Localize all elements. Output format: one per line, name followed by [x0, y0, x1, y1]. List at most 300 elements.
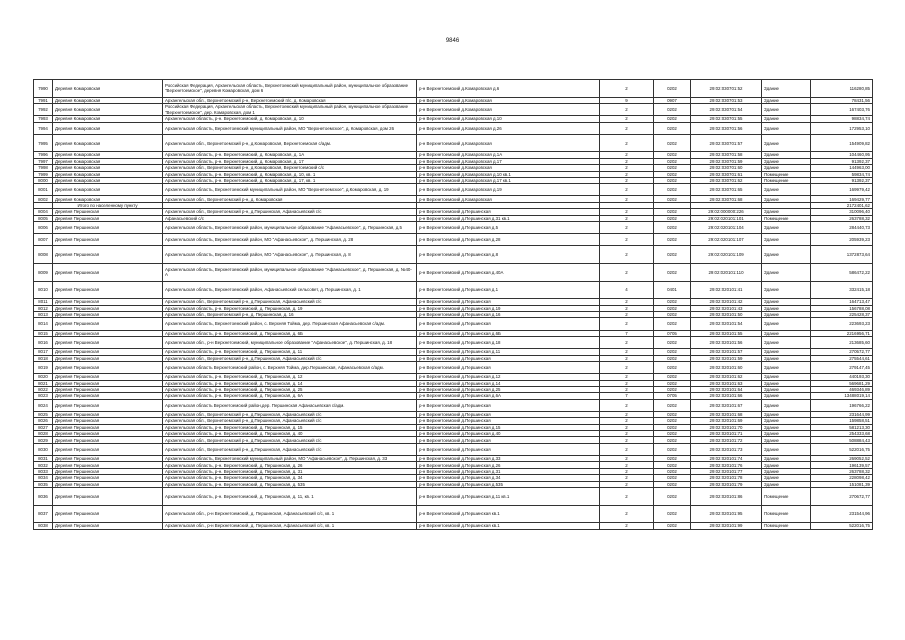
object-type-cell: Здание — [762, 311, 811, 317]
table-row — [34, 122, 873, 134]
object-code-cell: 0202 — [654, 411, 691, 417]
object-address-cell: Архангельская область, р-н. Верхнетоемский, д. Першинская, д. 6Б — [163, 330, 417, 336]
object-id-cell: 7998 — [34, 165, 53, 171]
object-count-cell: 2 — [600, 165, 654, 171]
object-count-cell: 2 — [600, 234, 654, 246]
table-row — [34, 184, 873, 196]
settlement-name-cell: Итого по населенному пункту — [53, 202, 163, 208]
object-code-cell: 0202 — [654, 196, 691, 202]
object-type-cell: Здание — [762, 437, 811, 443]
object-code-cell: 0202 — [654, 246, 691, 264]
object-address-cell: Архангельская область, р-н. Верхнетоемский, д. Першинская, д. 6А — [163, 393, 417, 399]
object-id-cell: 8035 — [34, 481, 53, 487]
cadastral-number-cell: 29:02:030701:57 — [691, 134, 762, 152]
settlement-name-cell: Деревня Першинская — [53, 481, 163, 487]
cadastral-value-cell: 91392,37 — [811, 158, 873, 164]
object-count-cell: 2 — [600, 299, 654, 305]
object-location-cell: р-н Верхнетоемский д.Першинская — [417, 411, 600, 417]
object-address-cell: Архангельская область, р-н. Верхнетоемский, д. Першинская, д. 31 — [163, 468, 417, 474]
object-count-cell: 2 — [600, 386, 654, 392]
object-code-cell: 0202 — [654, 171, 691, 177]
settlement-name-cell: Деревня Першинская — [53, 505, 163, 523]
object-code-cell: 0202 — [654, 222, 691, 234]
cadastral-value-cell: 2216956,71 — [811, 330, 873, 336]
object-code-cell: 0202 — [654, 386, 691, 392]
object-address-cell: Архангельская обл., Верхнетоемский р-н, д.Комаровская, Верхнетоемская с/адм. — [163, 134, 417, 152]
settlement-name-cell: Деревня Першинская — [53, 361, 163, 373]
object-type-cell: Здание — [762, 418, 811, 424]
object-count-cell: 2 — [600, 158, 654, 164]
object-count-cell: 2 — [600, 116, 654, 122]
object-type-cell: Помещение — [762, 215, 811, 221]
object-location-cell: р-н Верхнетоемский д.Першинская д.16 — [417, 311, 600, 317]
object-type-cell: Здание — [762, 380, 811, 386]
object-address-cell: Архангельская область, р-н. Верхнетоемский, д. Першинская, д. 11, кв. 1 — [163, 487, 417, 505]
object-address-cell: Архангельская область Верхнетоемский район,дер. Першинская Афанасьевская с/адм. — [163, 399, 417, 411]
object-id-cell: 7994 — [34, 122, 53, 134]
object-count-cell: 2 — [600, 437, 654, 443]
object-type-cell: Здание — [762, 393, 811, 399]
object-location-cell: р-н Верхнетоемский д.Першинская д.6А — [417, 393, 600, 399]
cadastral-value-cell: 13488019,14 — [811, 393, 873, 399]
object-type-cell: Здание — [762, 355, 811, 361]
cadastral-number-cell: 29:02:030701:54 — [691, 103, 762, 115]
object-location-cell: р-н Верхнетоемский д.Першинская д.11 кв.1 — [417, 487, 600, 505]
object-count-cell: 2 — [600, 311, 654, 317]
object-address-cell: Российская Федерация, Архангельская область, Верхнетоемский муниципальный район, муниципальное образование "Верхнетоемское", дер. Комаровская, дом 1 — [163, 103, 417, 115]
object-code-cell: 0202 — [654, 311, 691, 317]
object-type-cell: Здание — [762, 80, 811, 98]
object-count-cell: 2 — [600, 184, 654, 196]
object-id-cell: 8038 — [34, 523, 53, 529]
object-code-cell: 0202 — [654, 475, 691, 481]
object-id-cell: 8036 — [34, 487, 53, 505]
object-address-cell: Архангельская обл., Верхнетоемский р-н, д. Комаровская — [163, 196, 417, 202]
object-type-cell: Здание — [762, 481, 811, 487]
object-code-cell: 0202 — [654, 399, 691, 411]
object-code-cell: 0202 — [654, 80, 691, 98]
object-id-cell: 8026 — [34, 418, 53, 424]
object-code-cell: 0202 — [654, 184, 691, 196]
cadastral-value-cell: 270672,77 — [811, 487, 873, 505]
object-code-cell: 0202 — [654, 456, 691, 462]
object-location-cell: р-н Верхнетоемский д.Комаровская д.10 кв.1 — [417, 171, 600, 177]
object-id-cell: 7995 — [34, 134, 53, 152]
cadastral-value-cell: 116280,85 — [811, 80, 873, 98]
object-type-cell: Здание — [762, 152, 811, 158]
object-id-cell: 7997 — [34, 158, 53, 164]
object-count-cell: 2 — [600, 152, 654, 158]
settlement-name-cell: Деревня Першинская — [53, 215, 163, 221]
object-code-cell: 0202 — [654, 318, 691, 330]
cadastral-value-cell: 522016,75 — [811, 523, 873, 529]
settlement-name-cell: Деревня Комаровская — [53, 97, 163, 103]
object-type-cell: Помещение — [762, 177, 811, 183]
object-id-cell: 7999 — [34, 171, 53, 177]
object-type-cell: Здание — [762, 361, 811, 373]
object-count-cell: 2 — [600, 361, 654, 373]
object-code-cell: 0202 — [654, 462, 691, 468]
object-id-cell: 7993 — [34, 116, 53, 122]
settlement-name-cell: Деревня Першинская — [53, 264, 163, 282]
object-id-cell: 8033 — [34, 468, 53, 474]
cadastral-value-cell: 172953,10 — [811, 122, 873, 134]
cadastral-number-cell: 29:02:020101:77 — [691, 468, 762, 474]
object-location-cell: р-н Верхнетоемский д.Першинская — [417, 418, 600, 424]
cadastral-value-cell: 263788,32 — [811, 215, 873, 221]
object-code-cell: 0202 — [654, 158, 691, 164]
object-location-cell: р-н Верхнетоемский д.Комаровская — [417, 196, 600, 202]
object-code-cell: 0202 — [654, 424, 691, 430]
object-type-cell: Здание — [762, 468, 811, 474]
settlement-name-cell: Деревня Комаровская — [53, 103, 163, 115]
object-location-cell: р-н Верхнетоемский д.Першинская д.28 — [417, 234, 600, 246]
object-location-cell: р-н Верхнетоемский д.Першинская — [417, 443, 600, 455]
object-type-cell: Здание — [762, 196, 811, 202]
object-code-cell: 0202 — [654, 134, 691, 152]
object-id-cell: 8001 — [34, 184, 53, 196]
cadastral-number-cell: 29:02:020101:110 — [691, 264, 762, 282]
object-address-cell: Архангельская область, Верхнетоемский муниципальный район, МО "Афанасьевское", д. Першинская, д. 33 — [163, 456, 417, 462]
object-address-cell: Архангельская область, р-н. Верхнетоемский, д. Комаровская, д. 17, кв. 1 — [163, 177, 417, 183]
object-id-cell: 8028 — [34, 431, 53, 437]
object-code-cell: 0202 — [654, 299, 691, 305]
cadastral-number-cell: 29:02:020101:55 — [691, 330, 762, 336]
object-code-cell: 0202 — [654, 418, 691, 424]
object-id-cell: 8030 — [34, 443, 53, 455]
settlement-name-cell: Деревня Першинская — [53, 246, 163, 264]
table-row — [34, 281, 873, 299]
cadastral-value-cell: 522016,75 — [811, 443, 873, 455]
object-address-cell: Архангельская область Верхнетоемский район, с. Верхняя Тойма, дер.Першинская, Афанасьевская с/адм. — [163, 361, 417, 373]
table-row — [34, 246, 873, 264]
object-location-cell: р-н Верхнетоемский д.Комаровская — [417, 97, 600, 103]
object-count-cell: 2 — [600, 349, 654, 355]
object-id-cell: 8016 — [34, 336, 53, 348]
object-code-cell: 0202 — [654, 116, 691, 122]
object-code-cell: 0202 — [654, 209, 691, 215]
object-id-cell: 8034 — [34, 475, 53, 481]
cadastral-value-cell: 205939,23 — [811, 234, 873, 246]
object-type-cell: Помещение — [762, 487, 811, 505]
object-address-cell: Архангельская область, р-н. Верхнетоемский, д. Комаровская, д. 10, кв. 1 — [163, 171, 417, 177]
cadastral-value-cell: 2172401,62 — [811, 202, 873, 208]
object-code-cell: 0202 — [654, 349, 691, 355]
table-row — [34, 361, 873, 373]
object-address-cell: Архангельская область, р-н. Верхнетоемский, д. Першинская, д. 25 — [163, 386, 417, 392]
object-address-cell: Архангельская обл., р-н Верхнетоемский, д. Першинская, Афанасьевский с/с, кв. 1 — [163, 505, 417, 523]
table-row — [34, 505, 873, 523]
object-id-cell: 8014 — [34, 318, 53, 330]
table-row — [34, 134, 873, 152]
settlement-name-cell: Деревня Першинская — [53, 399, 163, 411]
object-id-cell: 8000 — [34, 177, 53, 183]
object-location-cell: р-н Верхнетоемский д.Першинская — [417, 437, 600, 443]
object-address-cell: Архангельская область, Верхнетоемский район, с. Верхняя Тойма, дер. Першинская Афанасьевская с/адм. — [163, 318, 417, 330]
cadastral-number-cell: 29:02:020101:72 — [691, 437, 762, 443]
object-type-cell: Здание — [762, 158, 811, 164]
settlement-name-cell: Деревня Комаровская — [53, 152, 163, 158]
object-type-cell: Здание — [762, 281, 811, 299]
object-type-cell: Здание — [762, 165, 811, 171]
object-count-cell: 2 — [600, 374, 654, 380]
object-location-cell: р-н Верхнетоемский д.Першинская д.5 — [417, 222, 600, 234]
cadastral-number-cell: 29:02:020101:74 — [691, 456, 762, 462]
settlement-name-cell: Деревня Комаровская — [53, 184, 163, 196]
cadastral-value-cell: 164713,47 — [811, 299, 873, 305]
cadastral-value-cell: 469346,89 — [811, 386, 873, 392]
settlement-name-cell: Деревня Першинская — [53, 380, 163, 386]
object-count-cell: 2 — [600, 456, 654, 462]
object-type-cell: Здание — [762, 97, 811, 103]
object-id-cell: 7996 — [34, 152, 53, 158]
object-count-cell: 2 — [600, 505, 654, 523]
object-id-cell: 8022 — [34, 386, 53, 392]
object-address-cell: Архангельская обл., Верхнетоемский р-н, д.Комаровская, Верхнетоемский с/с — [163, 165, 417, 171]
object-location-cell: р-н Верхнетоемский д.Першинская д.31 — [417, 468, 600, 474]
settlement-name-cell: Деревня Першинская — [53, 523, 163, 529]
object-location-cell: р-н Верхнетоемский д.Комаровская д.19 — [417, 184, 600, 196]
object-count-cell: 2 — [600, 264, 654, 282]
cadastral-value-cell: 279147,45 — [811, 361, 873, 373]
object-type-cell: Здание — [762, 424, 811, 430]
cadastral-number-cell: 29:02:030701:58 — [691, 152, 762, 158]
table-row — [34, 318, 873, 330]
settlement-name-cell: Деревня Комаровская — [53, 122, 163, 134]
object-count-cell: 2 — [600, 411, 654, 417]
cadastral-number-cell: 29:02:020101:70 — [691, 424, 762, 430]
object-count-cell: 9 — [600, 97, 654, 103]
cadastral-number-cell: 29:02:020101:60 — [691, 361, 762, 373]
object-address-cell: Архангельская область, р-н. Верхнетоемский, д. Першинская, д. 15 — [163, 424, 417, 430]
settlement-name-cell: Деревня Першинская — [53, 456, 163, 462]
object-count-cell: 2 — [600, 171, 654, 177]
object-type-cell: Здание — [762, 318, 811, 330]
cadastral-value-cell: 231544,96 — [811, 505, 873, 523]
cadastral-number-cell: 29:02:020101:63 — [691, 380, 762, 386]
object-location-cell: р-н Верхнетоемский д.Комаровская д.6 — [417, 80, 600, 98]
object-id-cell: 7992 — [34, 103, 53, 115]
object-id-cell: 8004 — [34, 209, 53, 215]
settlement-name-cell: Деревня Комаровская — [53, 177, 163, 183]
object-location-cell: р-н Верхнетоемский д.Першинская — [417, 355, 600, 361]
object-type-cell: Здание — [762, 411, 811, 417]
cadastral-number-cell: 29:02:020101:107 — [691, 234, 762, 246]
object-type-cell: Здание — [762, 184, 811, 196]
object-count-cell: 2 — [600, 103, 654, 115]
cadastral-number-cell: 29:02:020101:59 — [691, 355, 762, 361]
object-address-cell: Архангельская область, Верхнетоемский муниципальный район, МО "Верхнетоемское", д. Комаровская, дом 26 — [163, 122, 417, 134]
settlement-name-cell: Деревня Першинская — [53, 468, 163, 474]
object-count-cell: 2 — [600, 380, 654, 386]
object-id-cell: 7991 — [34, 97, 53, 103]
object-address-cell: Архангельская область, р-н. Верхнетоемский, д. Першинская, д. 11 — [163, 349, 417, 355]
object-count-cell: 2 — [600, 336, 654, 348]
object-code-cell: 0202 — [654, 355, 691, 361]
object-address-cell: Архангельская область, Верхнетоемский район, муниципальное образование "Афанасьевское", д. Першинская, д.5 — [163, 222, 417, 234]
cadastral-value-cell: 104460,95 — [811, 152, 873, 158]
settlement-name-cell: Деревня Комаровская — [53, 196, 163, 202]
object-count-cell: 2 — [600, 222, 654, 234]
object-address-cell: Архангельская область, р-н. Верхнетоемский, д. Першинская, д. 19 — [163, 305, 417, 311]
cadastral-number-cell: 29:02:020101:68 — [691, 411, 762, 417]
object-address-cell: Архангельская обл., р-н Верхнетоемский, д. Першинская, Афанасьевский с/с, кв. 1 — [163, 523, 417, 529]
object-address-cell: Архангельская область, р-н. Верхнетоемский, д. Першинская, д. 26 — [163, 462, 417, 468]
object-location-cell: р-н Верхнетоемский д.Першинская кв.1 — [417, 523, 600, 529]
settlement-name-cell: Деревня Першинская — [53, 299, 163, 305]
object-type-cell: Здание — [762, 336, 811, 348]
object-location-cell: р-н Верхнетоемский д.Першинская д.12 — [417, 374, 600, 380]
object-address-cell: Архангельская область, р-н. Верхнетоемский, д. Комаровская, д. 17 — [163, 158, 417, 164]
object-address-cell: Архангельская область, р-н. Верхнетоемский, д. Першинская, д. 535 — [163, 481, 417, 487]
object-count-cell: 4 — [600, 281, 654, 299]
settlement-name-cell: Деревня Першинская — [53, 411, 163, 417]
cadastral-value-cell: 154909,82 — [811, 134, 873, 152]
table-row — [34, 523, 873, 529]
object-code-cell: 0202 — [654, 431, 691, 437]
object-location-cell: р-н Верхнетоемский д.Першинская д.15 — [417, 424, 600, 430]
cadastral-value-cell: 228098,42 — [811, 475, 873, 481]
object-address-cell: Архангельская обл., Верхнетоемский р-н, д. Першинская, д. 16 — [163, 311, 417, 317]
table-row — [34, 399, 873, 411]
cadastral-number-cell: 29:02:020101:57 — [691, 349, 762, 355]
object-count-cell: 2 — [600, 305, 654, 311]
object-count-cell: 2 — [600, 209, 654, 215]
object-code-cell: 0202 — [654, 305, 691, 311]
cadastral-number-cell: 29:02:020101:79 — [691, 481, 762, 487]
object-address-cell: Архангельская обл., Верхнетоемский р-н, д.Першинская, Афанасьевский с/с — [163, 355, 417, 361]
object-location-cell: р-н Верхнетоемский д.Першинская д.31 кв.1 — [417, 215, 600, 221]
object-count-cell: 2 — [600, 443, 654, 455]
cadastral-number-cell: 29:02:030701:55 — [691, 116, 762, 122]
settlement-name-cell: Деревня Першинская — [53, 311, 163, 317]
table-row — [34, 336, 873, 348]
cadastral-number-cell: 29:02:000000:226 — [691, 209, 762, 215]
cadastral-number-cell: 29:02:030701:56 — [691, 122, 762, 134]
cadastral-number-cell: 29:02:030701:68 — [691, 196, 762, 202]
settlement-name-cell: Деревня Комаровская — [53, 165, 163, 171]
cadastral-number-cell: 29:02:020101:101 — [691, 215, 762, 221]
cadastral-value-cell: 196139,57 — [811, 462, 873, 468]
table-row — [34, 487, 873, 505]
object-code-cell: 0705 — [654, 393, 691, 399]
object-address-cell: Архангельская обл., Верхнетоемский р-н, д.Першинская, Афанасьевский с/с — [163, 443, 417, 455]
cadastral-value-cell: 91392,37 — [811, 177, 873, 183]
object-id-cell: 8015 — [34, 330, 53, 336]
object-location-cell: р-н Верхнетоемский д.Першинская д.8 — [417, 246, 600, 264]
object-code-cell: 0202 — [654, 215, 691, 221]
object-location-cell: р-н Верхнетоемский д.Першинская д.40А — [417, 264, 600, 282]
object-location-cell: р-н Верхнетоемский д.Першинская д.40 — [417, 431, 600, 437]
object-count-cell: 2 — [600, 246, 654, 264]
object-code-cell: 0202 — [654, 152, 691, 158]
object-count-cell: 2 — [600, 177, 654, 183]
object-count-cell: 2 — [600, 424, 654, 430]
object-location-cell: р-н Верхнетоемский д.Комаровская д.17 кв.1 — [417, 177, 600, 183]
object-location-cell: р-н Верхнетоемский д.Першинская д.535 — [417, 481, 600, 487]
object-count-cell: 2 — [600, 468, 654, 474]
object-code-cell: 0202 — [654, 487, 691, 505]
object-id-cell: 8027 — [34, 424, 53, 430]
object-type-cell: Здание — [762, 386, 811, 392]
object-code-cell: 0202 — [654, 361, 691, 373]
object-address-cell: Архангельская обл., р-н Верхнетоемский, муниципальное образование "Афанасьевское", д. Першинская, д. 18 — [163, 336, 417, 348]
object-count-cell: 7 — [600, 330, 654, 336]
object-code-cell: 0202 — [654, 177, 691, 183]
cadastral-value-cell: 223693,23 — [811, 318, 873, 330]
object-location-cell: р-н Верхнетоемский д.Першинская д.19 — [417, 305, 600, 311]
object-location-cell: р-н Верхнетоемский д.Першинская д.26 — [417, 462, 600, 468]
cadastral-value-cell: 284440,73 — [811, 222, 873, 234]
table-row — [34, 443, 873, 455]
cadastral-value-cell: 586472,22 — [811, 264, 873, 282]
object-id-cell: 8031 — [34, 456, 53, 462]
object-id-cell: 8029 — [34, 437, 53, 443]
table-row — [34, 264, 873, 282]
object-id-cell: 8008 — [34, 246, 53, 264]
object-location-cell: р-н Верхнетоемский д.Першинская д.25 — [417, 386, 600, 392]
object-count-cell: 2 — [600, 318, 654, 330]
object-code-cell: 0705 — [654, 330, 691, 336]
object-count-cell: 2 — [600, 475, 654, 481]
object-code-cell: 0202 — [654, 468, 691, 474]
object-location-cell: р-н Верхнетоемский д.Комаровская — [417, 134, 600, 152]
object-location-cell: р-н Верхнетоемский д.Першинская д.34 — [417, 475, 600, 481]
object-id-cell: 8013 — [34, 311, 53, 317]
object-id-cell: 8021 — [34, 380, 53, 386]
object-code-cell: 0202 — [654, 523, 691, 529]
object-location-cell: р-н Верхнетоемский д.Першинская д.18 — [417, 336, 600, 348]
object-location-cell: р-н Верхнетоемский д.Першинская — [417, 299, 600, 305]
object-count-cell: 2 — [600, 355, 654, 361]
cadastral-number-cell: 29:02:020101:71 — [691, 431, 762, 437]
object-count-cell: 2 — [600, 462, 654, 468]
object-address-cell: Архангельская область, р-н. Верхнетоемский, д. Першинская, д. 12 — [163, 374, 417, 380]
settlement-name-cell: Деревня Комаровская — [53, 80, 163, 98]
cadastral-value-cell: 213685,60 — [811, 336, 873, 348]
object-code-cell: 0401 — [654, 281, 691, 299]
object-location-cell: р-н Верхнетоемский д.Першинская д.6Б — [417, 330, 600, 336]
object-id-cell: 8011 — [34, 299, 53, 305]
cadastral-number-cell: 29:02:020101:54 — [691, 318, 762, 330]
cadastral-value-cell: 225428,37 — [811, 311, 873, 317]
cadastral-number-cell: 29:02:030701:62 — [691, 177, 762, 183]
cadastral-value-cell: 254333,68 — [811, 431, 873, 437]
cadastral-value-cell: 169979,42 — [811, 184, 873, 196]
object-count-cell: 2 — [600, 523, 654, 529]
object-address-cell: Российская Федерация, Архангельская область, Верхнетоемский муниципальный район, муниципальное образование "Верхнетоемское", деревня Комаровская, дом 6 — [163, 80, 417, 98]
table-row — [34, 222, 873, 234]
object-location-cell: р-н Верхнетоемский д.Комаровская д.17 — [417, 158, 600, 164]
object-type-cell: Здание — [762, 264, 811, 282]
settlement-name-cell: Деревня Комаровская — [53, 171, 163, 177]
cadastral-number-cell: 29:02:020101:86 — [691, 487, 762, 505]
object-type-cell: Здание — [762, 134, 811, 152]
registry-body — [34, 80, 873, 530]
object-location-cell: р-н Верхнетоемский д.Першинская — [417, 361, 600, 373]
object-code-cell: 0202 — [654, 264, 691, 282]
object-id-cell: 8023 — [34, 393, 53, 399]
object-id-cell: 8019 — [34, 361, 53, 373]
object-address-cell: Архангельская область, р-н. Верхнетоемский, д. Першинская, д. 14 — [163, 380, 417, 386]
table-row — [34, 234, 873, 246]
object-type-cell: Здание — [762, 116, 811, 122]
cadastral-number-cell: 29:02:020101:104 — [691, 222, 762, 234]
property-registry-table — [33, 79, 873, 530]
object-location-cell: р-н Верхнетоемский д.Першинская — [417, 318, 600, 330]
object-address-cell: Архангельская обл., Верхнетоемский р-н, д.Першинская, Афанасьевский с/с — [163, 411, 417, 417]
object-count-cell: 2 — [600, 80, 654, 98]
